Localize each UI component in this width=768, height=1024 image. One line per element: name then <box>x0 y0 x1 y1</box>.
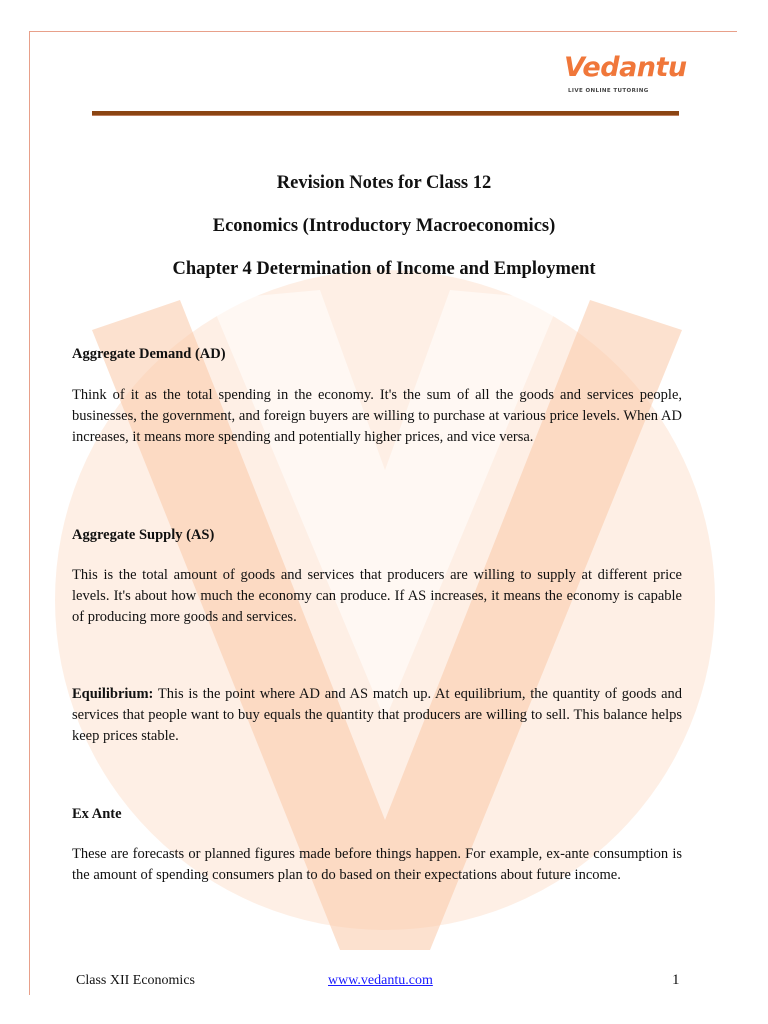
chapter-title: Chapter 4 Determination of Income and Employment <box>172 259 596 279</box>
page-number: 1 <box>672 972 680 988</box>
vedantu-logo <box>564 52 687 102</box>
footer-website-link[interactable]: www.vedantu.com <box>328 973 433 988</box>
subject-title: Economics (Introductory Macroeconomics) <box>212 216 556 236</box>
equilibrium-text: This is the point where AD and AS match up. At equilibrium, the quantity of goods and services that people want to buy equals the quantity that producers are willing to sell. This balance helps keep prices stable. <box>72 686 682 744</box>
paragraph-aggregate-supply: This is the total amount of goods and services that producers are willing to supply at different price levels. It's about how much the economy can produce. If AS increases, it means the economy is capable of producing more goods and services. <box>72 567 682 625</box>
equilibrium-term: Equilibrium: <box>72 686 154 702</box>
logo-tagline: LIVE ONLINE TUTORING <box>568 88 649 94</box>
heading-aggregate-demand: Aggregate Demand (AD) <box>72 346 226 362</box>
header-divider <box>92 111 679 116</box>
logo-wordmark: Vedantu <box>564 52 687 83</box>
paragraph-aggregate-demand: Think of it as the total spending in the economy. It's the sum of all the goods and services people, businesses, the government, and foreign buyers are willing to purchase at various price levels. When AD increases, it means more spending and potentially higher prices, and vice versa. <box>72 387 682 445</box>
paragraph-equilibrium <box>72 684 682 747</box>
paragraph-ex-ante: These are forecasts or planned figures made before things happen. For example, ex-ante consumption is the amount of spending consumers plan to do based on their expectations about future income. <box>72 846 682 883</box>
heading-ex-ante: Ex Ante <box>72 806 122 822</box>
footer-class-label: Class XII Economics <box>76 973 195 988</box>
heading-aggregate-supply: Aggregate Supply (AS) <box>72 527 215 543</box>
document-title: Revision Notes for Class 12 <box>276 173 492 193</box>
